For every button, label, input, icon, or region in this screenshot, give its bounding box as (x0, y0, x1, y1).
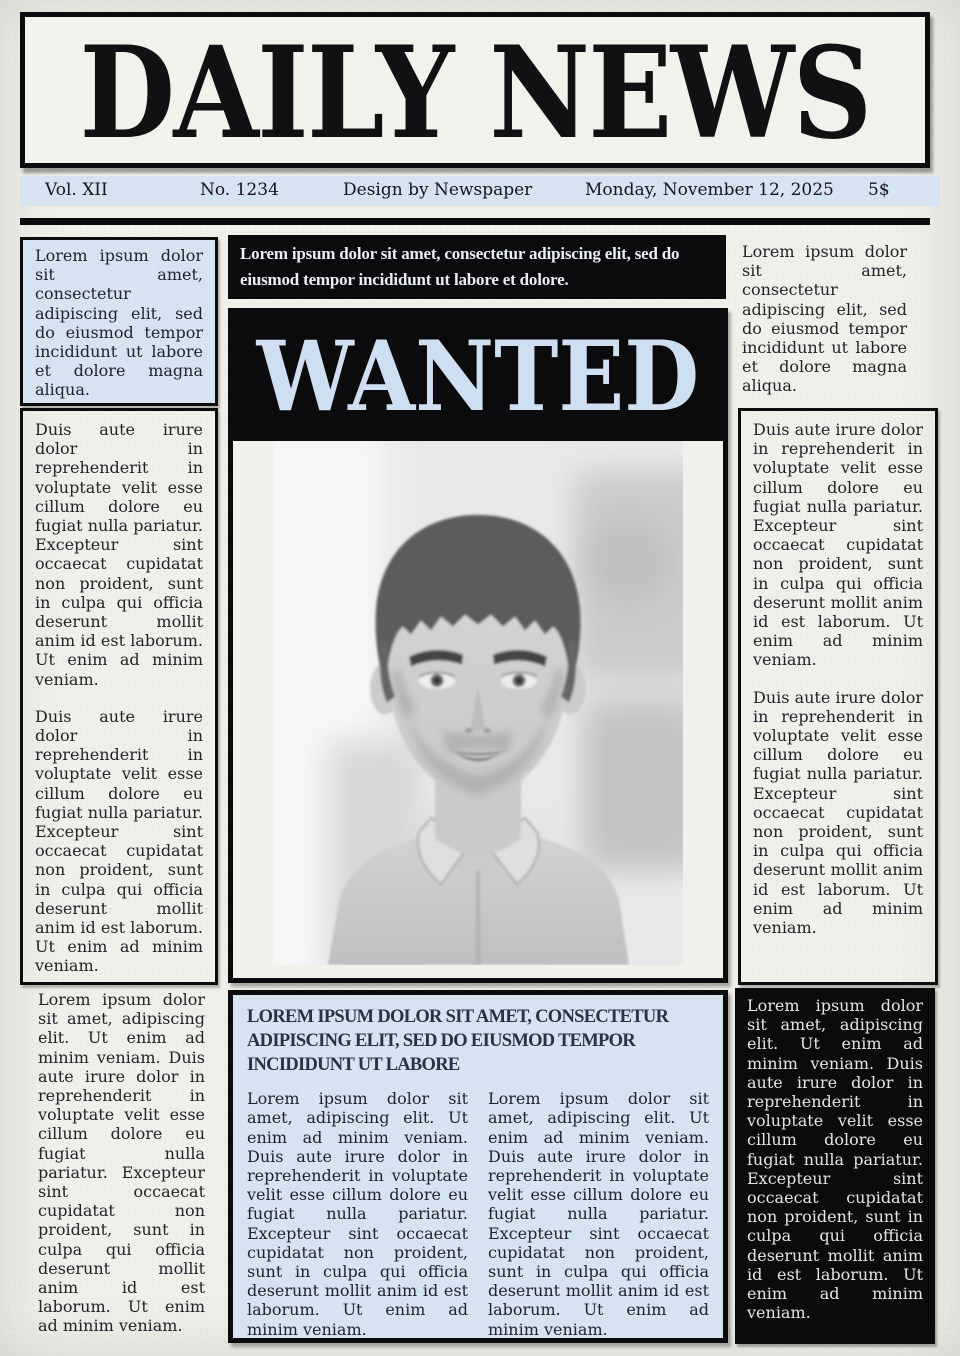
divider-rule (20, 218, 930, 225)
photo-frame (273, 441, 683, 965)
wanted-headline: WANTED (256, 320, 700, 433)
left-story-text: Lorem ipsum dolor sit amet, adipiscing elit. Ut enim ad minim veniam. Duis aute irure dolor in reprehenderit in voluptate velit esse cillum dolore eu fugiat nulla pariatur. Excepteur sint occaecat cupidatat non proident, sunt in culpa qui officia deserunt mollit anim id est laborum. Ut enim ad minim veniam. (38, 990, 205, 1335)
article-box (228, 990, 728, 1343)
right-story-black-box (735, 988, 935, 1344)
right-feature-box (738, 408, 938, 985)
right-story-text: Lorem ipsum dolor sit amet, adipiscing elit. Ut enim ad minim veniam. Duis aute irure dolor in reprehenderit in voluptate velit esse cillum dolore eu fugiat nulla pariatur. Excepteur sint occaecat cupidatat non proident, sunt in culpa qui officia deserunt mollit anim id est laborum. Ut enim ad minim veniam. (747, 996, 923, 1323)
left-intro-box (20, 237, 218, 406)
volume-label: Vol. XII (45, 180, 108, 200)
left-intro-text: Lorem ipsum dolor sit amet, consectetur adipiscing elit, sed do eiusmod tempor incididunt ut labore et dolore magna aliqua. (35, 246, 203, 400)
wanted-headline-bar (233, 313, 723, 441)
left-feature-box (20, 408, 218, 985)
wanted-poster-box (228, 308, 728, 983)
right-intro-text: Lorem ipsum dolor sit amet, consectetur adipiscing elit, sed do eiusmod tempor incididunt ut labore et dolore magna aliqua. (742, 242, 907, 396)
date-label: Monday, November 12, 2025 (585, 180, 834, 200)
wanted-person-photo (273, 441, 683, 965)
issue-label: No. 1234 (200, 180, 279, 200)
article-columns (247, 1089, 709, 1339)
center-banner (228, 235, 726, 299)
article-headline: LOREM IPSUM DOLOR SIT AMET, CONSECTETUR ADIPISCING ELIT, SED DO EIUSMOD TEMPOR INCIDIDUNT UT LABORE (247, 1007, 669, 1076)
masthead-box (20, 12, 930, 168)
right-feature-para-2: Duis aute irure dolor in reprehenderit in voluptate velit esse cillum dolore eu fugiat nulla pariatur. Excepteur sint occaecat cupidatat non proident, sunt in culpa qui officia deserunt mollit anim id est laborum. Ut enim ad minim veniam. (753, 687, 923, 938)
left-feature-para-2: Duis aute irure dolor in reprehenderit in voluptate velit esse cillum dolore eu fugiat nulla pariatur. Excepteur sint occaecat cupidatat non proident, sunt in culpa qui officia deserunt mollit anim id est laborum. Ut enim ad minim veniam. (35, 706, 203, 976)
right-intro-block (740, 242, 937, 405)
price-label: 5$ (868, 180, 890, 200)
left-story-block (20, 990, 218, 1335)
center-banner-text: Lorem ipsum dolor sit amet, consectetur adipiscing elit, sed do eiusmod tempor incididunt ut labore et dolore. (240, 244, 680, 289)
credit-label: Design by Newspaper (343, 180, 533, 200)
left-feature-para-1: Duis aute irure dolor in reprehenderit in voluptate velit esse cillum dolore eu fugiat nulla pariatur. Excepteur sint occaecat cupidatat non proident, sunt in culpa qui officia deserunt mollit anim id est laborum. Ut enim ad minim veniam. (35, 420, 203, 689)
info-bar (20, 176, 940, 206)
article-column-2: Lorem ipsum dolor sit amet, adipiscing elit. Ut enim ad minim veniam. Duis aute irure dolor in reprehenderit in voluptate velit esse cillum dolore eu fugiat nulla pariatur. Excepteur sint occaecat cupidatat non proident, sunt in culpa qui officia deserunt mollit anim id est laborum. Ut enim ad minim veniam. (488, 1089, 709, 1339)
right-feature-para-1: Duis aute irure dolor in reprehenderit in voluptate velit esse cillum dolore eu fugiat nulla pariatur. Excepteur sint occaecat cupidatat non proident, sunt in culpa qui officia deserunt mollit anim id est laborum. Ut enim ad minim veniam. (753, 420, 923, 670)
newspaper-title: DAILY NEWS (79, 19, 871, 167)
article-column-1: Lorem ipsum dolor sit amet, adipiscing elit. Ut enim ad minim veniam. Duis aute irure dolor in reprehenderit in voluptate velit esse cillum dolore eu fugiat nulla pariatur. Excepteur sint occaecat cupidatat non proident, sunt in culpa qui officia deserunt mollit anim id est laborum. Ut enim ad minim veniam. (247, 1089, 468, 1339)
